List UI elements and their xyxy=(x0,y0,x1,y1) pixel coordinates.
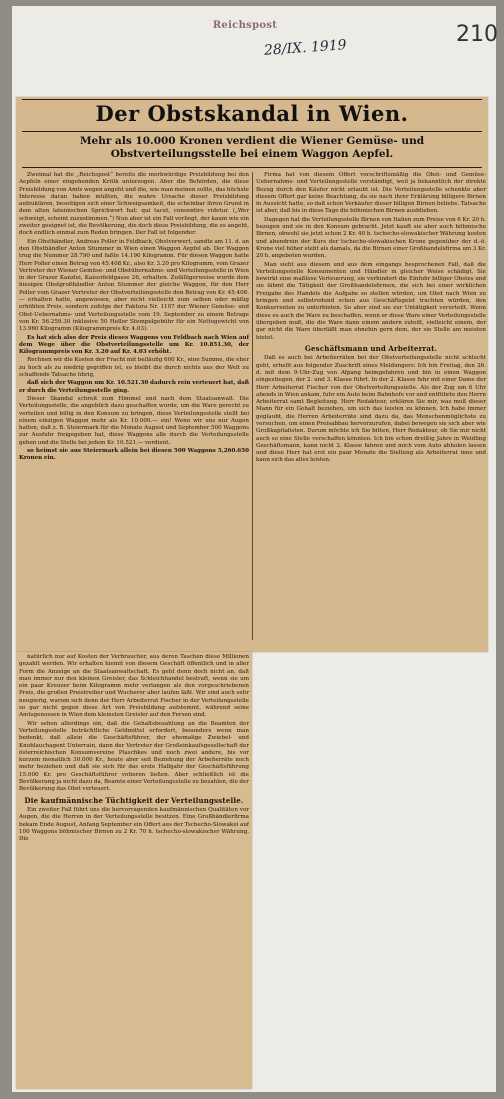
paragraph: Ein zweiter Fall führt uns die hervorragenden kaufmännischen Qualitäten vor Augen, die die Herren in der Verteilungsstelle besitzen. Eine Großhändlerfirma bekam Ende August, Anfang September ein Offert aus der Tschecho-Slowakei auf 100 Waggons böhmischer Birnen zu 2 Kr. 70 h. tschecho-slowakischer Währung. Die xyxy=(19,807,249,843)
paragraph-emphasis: so heimst sie aus Steiermark allein bei diesen 500 Waggons 5,260.650 Kronen ein. xyxy=(19,447,249,462)
paragraph: Dagegen hat die Verteilungsstelle Birnen von Italien zum Preise von 6 Kr. 20 h. bezogen und sie in den Konsum gebracht. Jetzt kauft sie aber auch böhmische Birnen, obwohl sie jetzt schon 2 Kr. 40 h. tschecho-slowakischer Währung kosten und abendrein der Kurs der tschecho-slowakischen Krone gegenüber der d.-ö. Krone viel höher steht als damals, da die Birnen einer Großhandelsfirma um 3 Kr. 20 h. angeboten wurden. xyxy=(256,216,486,260)
paragraph: Man sieht aus diesem und aus dem eingangs besprochenen Fall, daß die Verteilungsstelle Konsumenten und Händler in gleicher Weise schädigt. Sie bewirkt eine maßlose Verteuerung, sie verhindert die Einfuhr billiger Obstes und sie lähmt die Tätigkeit der Großhandelsfirmen, die sich bei einer wirklichen Freigabe des Handels die Aufgabe so stellen würden, um Obst nach Wien zu bringen und selbstredend schon aus Geschäftsgeist trachten würden, den Konkurrenten zu unterbieten. So aber sind sie zur Untätigkeit verurteilt. Wenn diese es auch die Ware zu beschaffen, wenn er diese Ware einer Verteilungsstelle übergeben muß, die die Ware dann einem andern zuteilt, vielleicht einem, der gar nicht die Ware überläßt man ohnehin gern dem, der sie Stelle am meisten bietet. xyxy=(256,261,486,341)
paragraph: Wir sehen allerdings ein, daß die Gehaltsbezahlung an die Beamten der Verteilungsstelle beträchtliche Geldmittel erfordert, besonders wenn man bedenkt, daß allein die Geschäftsführer, der ehemalige Zwiebel- und Knoblauchagent Unterrain, dann der Vertreter der Großeinkaufsgesellschaft der österreichischen Konsumvereine Plaschkes und noch zwei andere, bis vor kurzem monatlich 30.000 Kr., heute aber seit Beziehung der Arbeiterräte noch mehr beziehen und daß sie sich für das erste Halbjahr der Geschäftsführung 15.000 Kr. pro Geschäftsführer votieren ließen. Aber schließlich ist die Bevölkerung ja nicht dazu da, Beamte einer Verteilungsstelle zu bezahlen, die der Bevölkerung das Obst verteuert. xyxy=(19,720,249,793)
paragraph-emphasis: daß sich der Waggon um Kr. 10.521.30 dadurch rein verteuert hat, daß er durch die Verteilungsstelle ging. xyxy=(19,380,249,394)
subtitle-rule xyxy=(22,167,482,168)
paragraph: Firma hat von diesem Offert vorschriftsmäßig die Obst- und Gemüse-Uebernahms- und Verteilungsstelle verständigt, weil ja bekanntlich der direkte Bezug durch den Käufer nicht erlaubt ist. Die Verteilungsstelle schenkte aber diesem Offert gar keine Beachtung, da sie nach ihrer Erklärung billigere Birnen in Aussicht hatte, so daß schon Verkäufer dieser billigen Birnen beliebe. Tatsache ist aber, daß bis in diese Tage die böhmischen Birnen ausblieben. xyxy=(256,172,486,215)
section-heading: Geschäftsmann und Arbeiterrat. xyxy=(304,343,438,353)
paragraph-emphasis: Es hat sich also der Preis dieses Waggons von Feldbach nach Wien auf dem Wege über die Obstverteilungsstelle um Kr. 10.851.30, der Kilogrammpreis von Kr. 3.20 auf Kr. 4.03 erhöht. xyxy=(19,334,249,356)
right-column xyxy=(256,172,486,465)
top-rule xyxy=(22,99,482,100)
column-divider xyxy=(252,172,253,640)
article-title: Der Obstskandal in Wien. xyxy=(95,101,409,126)
title-rule xyxy=(22,131,482,132)
paragraph: Daß es auch bei Arbeiterräten bei der Obstverteilungsstelle nicht schlecht geht, erhellt aus folgender Zuschrift eines Meldungers: Ich bin Freitag, den 26. d. mit dem 9-Uhr-Zug von Afpang heimgefahren und bin in einen Waggon eingestiegen, der 2. und 3. Klasse führt. In der 2. Klasse fuhr mit einer Dame der Herr Arbeiterrat Fischer von der Obstverteilungsstelle. Als der Zug um 6 Uhr abends in Wien ankam, fuhr ein Auto beim Bahnhofe vor und entführte den Herrn Arbeiterrat samt Begleitung. Herr Redakteur, erklären Sie mir, was muß dieser Mann für ein Gehalt beziehen, um sich das leisten zu können. Ich habe immer geglaubt, die Herren Arbeiterräte sind dazu da, das Menschenmöglichste zu versuchen, um einen Preisabbau hervorzurufen, dabei bewegen sie sich aber wie Großkapitalisten. Darum möchte ich Sie bitten, Herr Redakteur, ob Sie mir nicht auch so eine Stelle verschaffen könnten. Ich bin schon dreißig Jahre in Weidling Geschäftsmann, kann nicht 2. Klasse fahren und mich vom Auto abholen lassen und diese Herr hat erst ein paar Monate die Stellung als Arbeiterrat inne und kann sich das alles leisten. xyxy=(256,355,486,464)
continuation-column xyxy=(19,654,249,844)
newspaper-clipping-main xyxy=(16,97,488,652)
paragraph: Dieser Skandal schreit zum Himmel und nach dem Staatsanwalt. Die Verteilungsstelle, die angeblich dazu geschaffen wurde, um die Ware gerecht zu verteilen und billig in den Konsum zu bringen, diese Verteilungsstelle stellt bei einem einzigen Waggon mehr als Kr. 10.000.— ein! Wenn wir uns nur Augen halten, daß z. B. Steiermark für die Monate August und September 500 Waggons zur Ausfuhr freigegeben hat, diese Waggons alle durch die Verteilungsstelle gehen und die Stelle bei jedem Kr. 10.521.— verdient. xyxy=(19,395,249,446)
section-heading: Die kaufmännische Tüchtigkeit der Verteilungsstelle. xyxy=(24,795,244,805)
paragraph: Ein Obsthändler, Andreas Poller in Feldbach, Obstverwert, sandte am 11. d. an den Obsthändler Anton Stummer in Wien einen Waggon Aepfel ab. Der Waggon trug die Nummer 28.790 und faßte 14.190 Kilogramm. Für diesen Waggon hatte Herr Poller einen Betrag von 45.408 Kr., also Kr. 3.20 pro Kilogramm, vom Grazer Vertreter der Wiener Gemüse- und Obstübernahms- und Verteilungsstelle in Wien in der Grazer Kanzlei, Kaiserfeldgasse 26, erhalten. Zufälligerweise wurde dem hiesigen Obstgroßhändler Anton Stummer der gleiche Waggon, für den Herr Poller vom Grazer Vertreter der Obstverteilungsstelle den Betrag von Kr. 45.408.— erhalten hatte, angewiesen, aber nicht vielleicht zum selben oder mäßig erhöhten Preis, sondern zufolge der Faktura Nr. 1107 der Wiener Gemüse- und Obst-Uebernahms- und Verteilungsstelle vom 19. September zu einem Betrage von Kr. 56.259.30 inklusive 50 Heller Stempelgebühr für ein Nettogewicht von 13.960 Kilogramm (Kilogrammpreis Kr. 4.03). xyxy=(19,238,249,333)
article-subtitle: Mehr als 10.000 Kronen verdient die Wiener Gemüse- und Obstverteilungsstelle bei einem Waggon Aepfel. xyxy=(79,135,425,160)
newspaper-stamp: Reichspost xyxy=(212,20,278,31)
paragraph: Rechnen wir die Kosten der Fracht mit beiläufig 600 Kr., eine Summe, die eher zu hoch als zu niedrig gegriffen ist, so bleibt die durch nichts aus der Welt zu schaffende Tatsache übrig, xyxy=(19,357,249,379)
paragraph: natürlich nur auf Kosten der Verbraucher, aus deren Taschen diese Millionen gezahlt werden. Wir erhalten hiemit von diesem Geschäft öffentlich und in aller Form die Anzeige an die Staatsanwaltschaft. Es geht denn doch nicht an, daß man immer nur den kleinen Greisler, das Schleichhandel bestraft, wenn sie um ein paar Kreuzer beim Kilogramm mehr verlangen als den vorgeschriebenen Preis, die großen Preistreiber und Wucherer aber laufen läßt. Wir sind auch sehr neugierig, warum sich denn der Herr Arbeiterrat Fischer in der Verteilungsstelle so gar nicht gegen diese Art von Preisbildung aufstemmt, während seine Amtsgenossen in Wien dem kleinsten Greisler auf den Fersen sind. xyxy=(19,654,249,719)
handwritten-page-number: 210 xyxy=(456,22,498,47)
paragraph: Zweimal hat die „Reichspost“ bereits die merkwürdige Preisbildung bei den Aepfeln einer eingehenden Kritik unterzogen. Aber die Behörden, die diese Preisbildung von Amts wegen angeht und die, wie man meinen sollte, das höchste Interesse daran haben müßten, die wahre Ursache dieser Preisbildung aufzuklären, beseitigen sich einer Schweigsamkeit, die scheinbar ihren Grund in dem alten lateinischen Sprichwort hat: qui tacet, consentire videtur. („Wer schweigt, scheint zuzustimmen.“) Nun aber ist ein Fall vorliegt, der kaum wie ein zweiter geeignet ist, die Bevölkerung, die doch diese Preisbildung, die es angeht, doch endlich einmal zum Reden bringen. Der Fall ist folgender: xyxy=(19,172,249,237)
handwritten-date: 28/IX. 1919 xyxy=(263,37,348,59)
newspaper-clipping-continuation xyxy=(16,652,252,1089)
left-column xyxy=(19,172,249,463)
